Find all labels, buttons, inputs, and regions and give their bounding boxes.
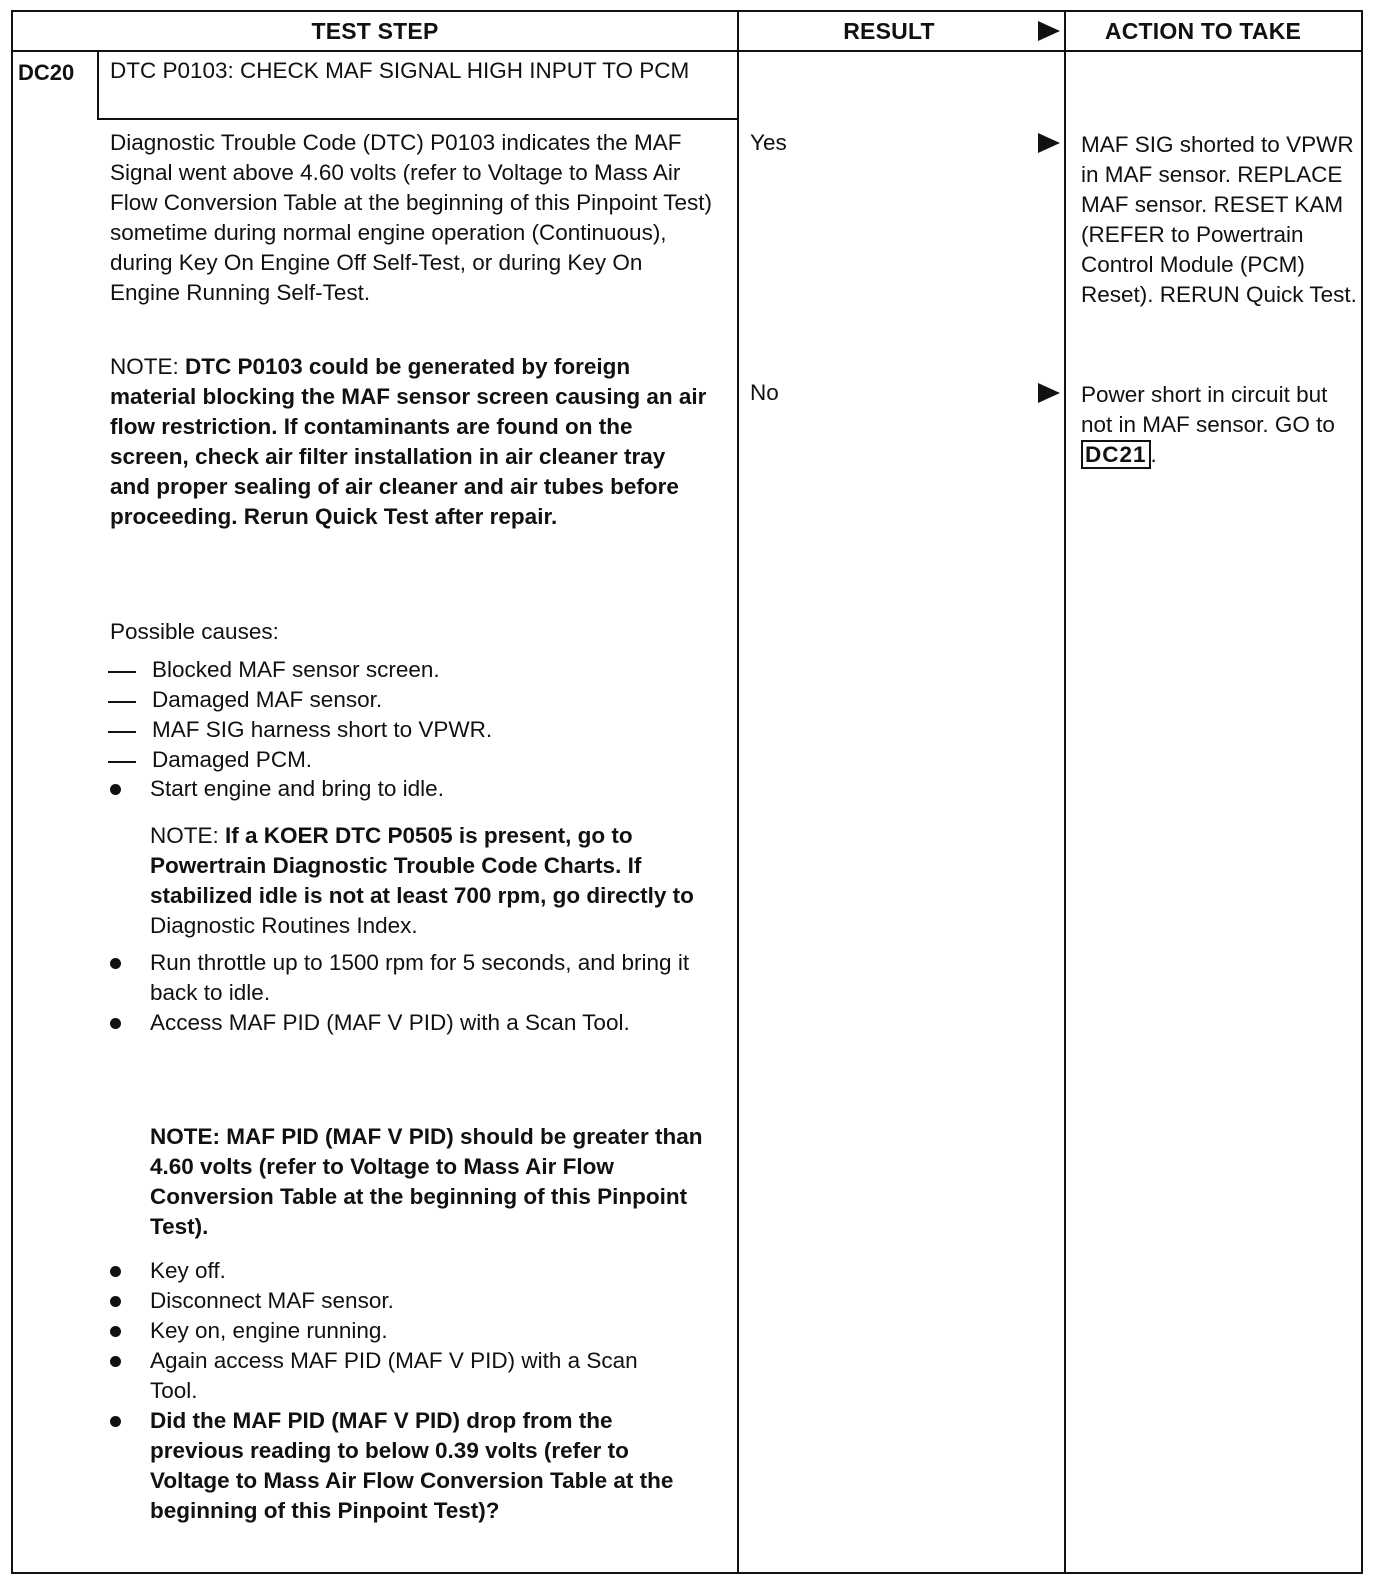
title-rule xyxy=(97,118,739,120)
bullet-icon xyxy=(110,1416,121,1427)
bullet-icon xyxy=(110,958,121,969)
cause-item: Blocked MAF sensor screen. xyxy=(152,657,440,682)
bullet-icon xyxy=(110,784,121,795)
action-yes: MAF SIG shorted to VPWR in MAF sensor. REPLACE MAF sensor. RESET KAM (REFER to Powertrain Control Module (PCM) Reset). RERUN Quick Test. xyxy=(1081,132,1357,307)
dash-icon xyxy=(108,761,136,763)
bullet-icon xyxy=(110,1356,121,1367)
note-tail: Diagnostic Routines Index. xyxy=(150,913,418,938)
divider-result-action xyxy=(1064,10,1066,1574)
step-bullet: Run throttle up to 1500 rpm for 5 seconds, and bring it back to idle. xyxy=(150,950,690,1005)
step-bullet: Key off. xyxy=(150,1258,226,1283)
note-label: NOTE: xyxy=(150,1124,220,1149)
dash-icon xyxy=(108,701,136,703)
header-rule xyxy=(11,50,1363,52)
action-no xyxy=(1081,380,1351,470)
divider-id-column xyxy=(97,50,99,120)
step-question: Did the MAF PID (MAF V PID) drop from the previous reading to below 0.39 volts (refer to Voltage to Mass Air Flow Conversion Table at the beginning of this Pinpoint Test)? xyxy=(150,1408,674,1523)
cause-item: Damaged PCM. xyxy=(152,747,313,772)
result-no: No xyxy=(750,380,779,405)
bullet-icon xyxy=(110,1326,121,1337)
action-no-tail: . xyxy=(1150,442,1157,467)
step-title: DTC P0103: CHECK MAF SIGNAL HIGH INPUT TO PCM xyxy=(110,58,690,83)
goto-dc21-link[interactable]: DC21 xyxy=(1081,440,1151,469)
step-bullet: Again access MAF PID (MAF V PID) with a Scan Tool. xyxy=(150,1348,638,1403)
note-body: MAF PID (MAF V PID) should be greater than 4.60 volts (refer to Voltage to Mass Air Flow Conversion Table at the beginning of this Pinpoint Test). xyxy=(150,1124,703,1239)
note-koer xyxy=(150,821,740,941)
step-id: DC20 xyxy=(18,60,75,85)
cause-item: Damaged MAF sensor. xyxy=(152,687,383,712)
bullet-icon xyxy=(110,1266,121,1277)
dash-icon xyxy=(108,731,136,733)
step-bullet: Key on, engine running. xyxy=(150,1318,388,1343)
note-blocked-screen xyxy=(110,352,710,532)
step-bullet: Access MAF PID (MAF V PID) with a Scan Tool. xyxy=(150,1010,630,1035)
step-bullet: Disconnect MAF sensor. xyxy=(150,1288,394,1313)
header-arrow-icon xyxy=(1038,21,1060,41)
result-arrow-icon xyxy=(1038,383,1060,403)
note-label: NOTE: xyxy=(150,823,219,848)
header-action: ACTION TO TAKE xyxy=(1104,18,1302,44)
bullet-icon xyxy=(110,1018,121,1029)
note-body: DTC P0103 could be generated by foreign material blocking the MAF sensor screen causing an air flow restriction. If contaminants are found on the screen, check air filter installation in air cleaner tray and proper sealing of air cleaner and air tubes before proceeding. Rerun Quick Test after repair. xyxy=(110,354,707,529)
note-label: NOTE: xyxy=(110,354,179,379)
bullet-icon xyxy=(110,1296,121,1307)
dash-icon xyxy=(108,671,136,673)
result-yes: Yes xyxy=(750,130,787,155)
divider-step-result xyxy=(737,10,739,1574)
cause-item: MAF SIG harness short to VPWR. xyxy=(152,717,493,742)
note-body: If a KOER DTC P0505 is present, go to Powertrain Diagnostic Trouble Code Charts. If stabilized idle is not at least 700 rpm, go directly to xyxy=(150,823,694,908)
step-intro: Diagnostic Trouble Code (DTC) P0103 indicates the MAF Signal went above 4.60 volts (refer to Voltage to Mass Air Flow Conversion Table at the beginning of this Pinpoint Test) sometime during normal engine operation (Continuous), during Key On Engine Off Self-Test, or during Key On Engine Running Self-Test. xyxy=(110,130,713,305)
result-arrow-icon xyxy=(1038,133,1060,153)
possible-causes-label: Possible causes: xyxy=(110,619,279,644)
step-bullet: Start engine and bring to idle. xyxy=(150,776,444,801)
note-maf-pid xyxy=(150,1122,705,1242)
action-no-text: Power short in circuit but not in MAF sensor. GO to xyxy=(1081,382,1335,437)
header-result: RESULT xyxy=(843,18,935,44)
header-test-step: TEST STEP xyxy=(311,18,439,44)
